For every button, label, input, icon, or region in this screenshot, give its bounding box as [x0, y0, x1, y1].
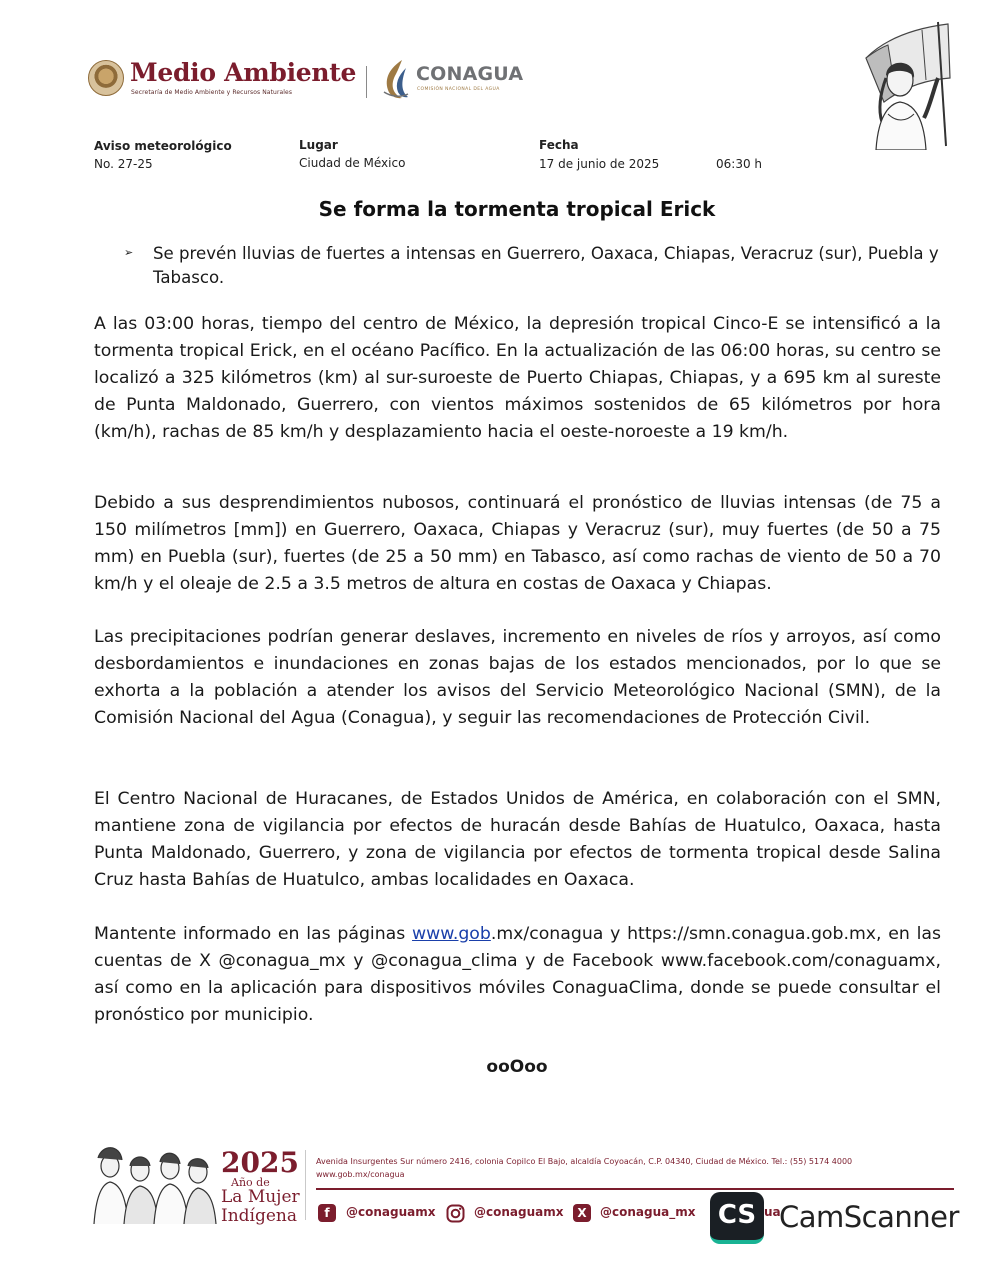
brand-subtitle: Secretaría de Medio Ambiente y Recursos Naturales [131, 89, 293, 96]
bullet-arrow-icon: ➢ [124, 246, 134, 259]
gob-link[interactable]: www.gob [412, 924, 491, 944]
year-subtitle: Año de [231, 1176, 270, 1189]
paragraph-1: A las 03:00 horas, tiempo del centro de México, la depresión tropical Cinco-E se intensificó a la tormenta tropical Erick, en el océano Pacífico. En la actualización de las 06:00 horas, su centro se localizó a 325 kilómetros (km) al sur-suroeste de Puerto Chiapas, Chiapas, y a 695 km al sureste de Punta Maldonado, Guerrero, con vientos máximos sostenidos de 65 kilómetros por hora (km/h), rachas de 85 km/h y desplazamiento hacia el oeste-noroeste a 19 km/h. [94, 314, 941, 442]
partial-handle: ua [764, 1205, 781, 1219]
date-label: Fecha [539, 138, 579, 152]
paragraph-3: Las precipitaciones podrían generar deslaves, incremento en niveles de ríos y arroyos, así como desbordamientos e inundaciones en zonas bajas de los estados mencionados, por lo que se exhorta a la población a atender los avisos del Servicio Meteorológico Nacional (SMN), de la Comisión Nacional del Agua (Conagua), y seguir las recomendaciones de Protección Civil. [94, 627, 941, 728]
brand-title: Medio Ambiente [130, 58, 357, 87]
government-seal-icon [88, 60, 124, 96]
document-title: Se forma la tormenta tropical Erick [318, 197, 716, 221]
paragraph-5-rest: .mx/conagua y https://smn.conagua.gob.mx, en las cuentas de X @conagua_mx y @conagua_clima y de Facebook www.facebook.com/conaguamx, así como en la aplicación para dispositivos móviles ConaguaClima, donde se puede consultar el pronóstico por municipio. [94, 924, 941, 1025]
footer-divider [305, 1150, 306, 1220]
closing-mark: ooOoo [486, 1057, 548, 1077]
footer-rule [316, 1188, 954, 1190]
notice-number: No. 27-25 [94, 157, 153, 171]
year-line-2: Indígena [221, 1206, 298, 1226]
time-value: 06:30 h [716, 157, 763, 171]
header-divider [366, 66, 367, 98]
footer-address: Avenida Insurgentes Sur número 2416, colonia Copilco El Bajo, alcaldía Coyoacán, C.P. 04340, Ciudad de México. Tel.: (55) 5174 4000 [316, 1157, 853, 1166]
agency-subtitle: COMISIÓN NACIONAL DEL AGUA [417, 87, 500, 92]
place-value: Ciudad de México [299, 156, 406, 170]
place-label: Lugar [299, 138, 338, 152]
footer-website[interactable]: www.gob.mx/conagua [316, 1170, 405, 1179]
facebook-handle[interactable]: @conaguamx [346, 1205, 436, 1219]
paragraph-2: Debido a sus desprendimientos nubosos, continuará el pronóstico de lluvias intensas (de 75 a 150 milímetros [mm]) en Guerrero, Oaxaca, Chiapas y Veracruz (sur), muy fuertes (de 50 a 75 mm) en Puebla (sur), fuertes (de 25 a 50 mm) en Tabasco, así como rachas de viento de 50 a 70 km/h y el oleaje de 2.5 a 3.5 metros de altura en costas de Oaxaca y Chiapas. [94, 493, 941, 594]
agency-title: CONAGUA [416, 63, 524, 85]
instagram-icon[interactable] [446, 1204, 465, 1223]
indigenous-women-illustration [88, 1140, 218, 1224]
instagram-handle[interactable]: @conaguamx [474, 1205, 564, 1219]
paragraph-5-prefix: Mantente informado en las páginas [94, 924, 413, 944]
date-value: 17 de junio de 2025 [539, 157, 660, 171]
paragraph-5 [94, 921, 941, 1029]
bullet-text: Se prevén lluvias de fuertes a intensas en Guerrero, Oaxaca, Chiapas, Veracruz (sur), Puebla y Tabasco. [153, 244, 939, 287]
facebook-icon[interactable]: f [318, 1204, 336, 1222]
camscanner-logo-icon: CS [710, 1192, 764, 1244]
paragraph-4: El Centro Nacional de Huracanes, de Estados Unidos de América, en colaboración con el SMN, mantiene zona de vigilancia por efectos de huracán desde Bahías de Huatulco, Oaxaca, hasta Punta Maldonado, Guerrero, y zona de vigilancia por efectos de tormenta tropical desde Salina Cruz hasta Bahías de Huatulco, ambas localidades en Oaxaca. [94, 789, 941, 890]
x-handle[interactable]: @conagua_mx [600, 1205, 696, 1219]
conagua-logo-icon [380, 58, 410, 100]
year-line-1: La Mujer [221, 1187, 300, 1207]
notice-label: Aviso meteorológico [94, 139, 232, 153]
year-2025: 2025 [221, 1146, 299, 1179]
camscanner-watermark: CamScanner [779, 1200, 959, 1234]
x-icon[interactable]: X [573, 1204, 591, 1222]
woman-with-flag-illustration [826, 18, 954, 150]
